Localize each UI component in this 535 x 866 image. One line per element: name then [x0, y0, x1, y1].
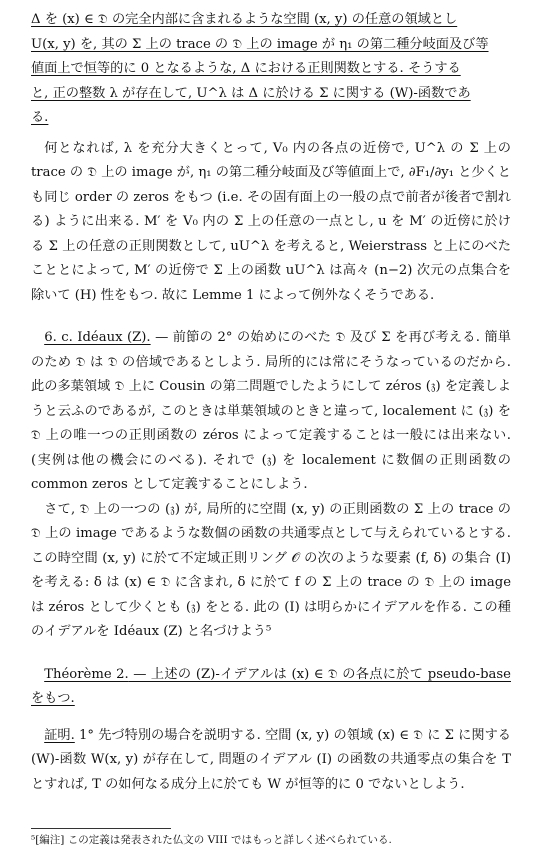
footnote: ⁵[編注] この定義は発表された仏文の VIII ではもっと詳しく述べられている. [31, 834, 392, 846]
theorem-2 [31, 663, 511, 712]
proof-2 [31, 724, 511, 798]
section-6-intro [31, 326, 511, 498]
proof-2-text: 1° 先づ特別の場合を説明する. 空間 (x, y) の領域 (x) ∈ 𝔇 に Σ に関する (W)-函数 W(x, y) が存在して, 問題のイデアル (I) の函数の共通零点の集合を T とすれば, T の如何なる成分上に於ても W が恒等的に 0 でないとしよう. [31, 727, 511, 792]
proof-paragraph: 何となれば, λ を充分大きくとって, V₀ 内の各点の近傍で, U^λ の Σ 上の trace の 𝔇 上の image が, η₁ の第二種分岐面及び等値面上で, ∂F₁/∂y₁ と少くとも同じ order の zeros をもつ (i.e. その固有面上の一般の点で前者が後者で割れる) ように出来る. M′ を V₀ 内の Σ 上の任意の一点とし, u を M′ の近傍に於ける Σ 上の任意の正則関数として, uU^λ を考えると, Weierstrass と上にのべたこととによって, M′ の近傍で Σ 上の函数 uU^λ は高々 (n−2) 次元の点集合を除いて (H) 性をもつ. 故に Lemme 1 によって例外なくそうである. [31, 140, 511, 303]
theorem-2-label: Théorème 2. [44, 666, 129, 682]
lemma-line: と, 正の整数 λ が存在して, U^λ は Δ に於ける Σ に関する (W)-函数であ [31, 85, 471, 101]
page-body [31, 8, 511, 797]
lemma-line: る. [31, 110, 49, 125]
section-6-heading: 6. c. Idéaux (Z). [44, 330, 151, 345]
theorem-2-text: — 上述の (Z)-イデアルは (x) ∈ 𝔇 の各点に於て pseudo-base をもつ. [31, 666, 511, 706]
section-6-intro-text: — 前節の 2° の始めにのべた 𝔇 及び Σ を再び考える. 簡単のため 𝔇 は 𝔇 の倍域であるとしよう. 局所的には常にそうなっているのだから. 此の多葉領域 𝔇 上に Cousin の第二問題でしたようにして zéros (𝔷) を定義しようと云ふのであるが, このときは単葉領域のときと違って, localement に (𝔷) を 𝔇 上の唯一つの正則函数の zéros によって定義することは一般には出来ない. (実例は他の機会にのべる). それで (𝔷) を localement に数個の正則函数の common zeros として定義することにしよう. [31, 330, 511, 492]
proof-2-label: 証明. [44, 727, 75, 743]
section-6-second-paragraph: さて, 𝔇 上の一つの (𝔷) が, 局所的に空間 (x, y) の正則函数の Σ 上の trace の 𝔇 上の image であるような数個の函数の共通零点として与えられているとする. この時空間 (x, y) に於て不定域正則リング 𝒪 の次のような要素 (f, δ) の集合 (I) を考える: δ は (x) ∈ 𝔇 に含まれ, δ に於て f の Σ 上の trace の 𝔇 上の image は zéros として少くとも (𝔷) をとる. 此の (I) は明らかにイデアルを作る. この種のイデアルを Idéaux (Z) と名づけよう⁵ [31, 501, 511, 639]
lemma-line: Δ を (x) ∈ 𝔇 の完全内部に含まれるような空間 (x, y) の任意の領域とし [31, 12, 458, 27]
lemma-line: U(x, y) を, 其の Σ 上の trace の 𝔇 上の image が η₁ の第二種分岐面及び等 [31, 36, 489, 52]
lemma-statement [31, 8, 511, 131]
lemma-line: 値面上で恒等的に 0 となるような, Δ における正則関数とする. そうする [31, 61, 461, 76]
